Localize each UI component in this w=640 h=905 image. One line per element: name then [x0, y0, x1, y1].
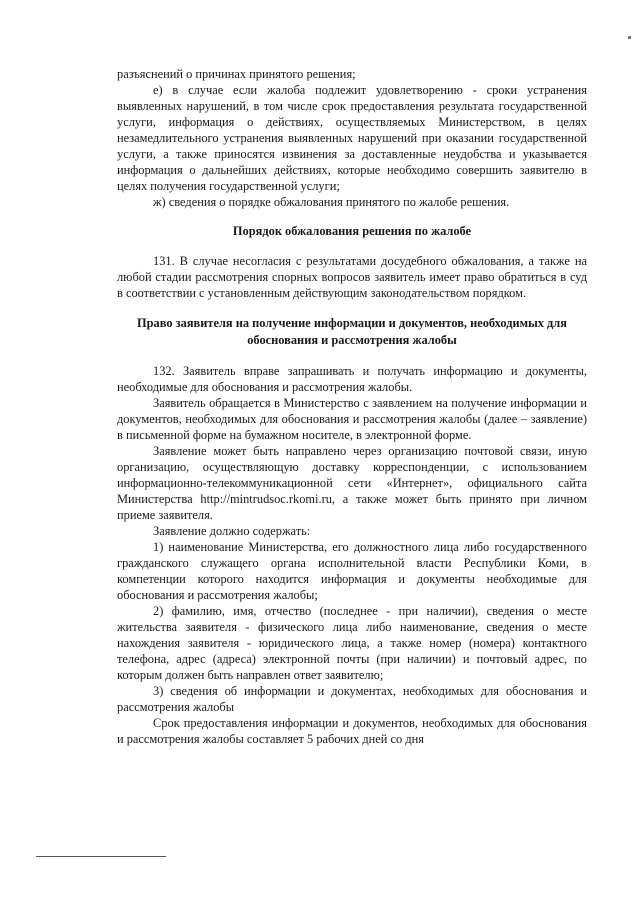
section-heading: Порядок обжалования решения по жалобе: [232, 224, 472, 238]
footnote-divider: [36, 856, 166, 857]
spacer: [117, 240, 587, 253]
paragraph: 2) фамилию, имя, отчество (последнее - при наличии), сведения о месте жительства заявителя - физического лица либо наименование, сведения о месте нахождения заявителя - юридического лица, а также номер (номера) контактного телефона, адрес (адреса) электронной почты (при наличии) и почтовый адрес, по которым должен быть направлен ответ заявителю;: [117, 604, 587, 682]
spacer: [117, 210, 587, 223]
paragraph: Срок предоставления информации и документов, необходимых для обоснования и рассмотрения жалобы составляет 5 рабочих дней со дня: [117, 716, 587, 746]
paragraph: Заявление может быть направлено через организацию почтовой связи, иную организацию, осуществляющую доставку корреспонденции, с использованием информационно-телекоммуникационной сети «Интернет», официального сайта Министерства http://mintrudsoc.rkomi.ru, а также может быть принято при личном приеме заявителя.: [117, 444, 587, 522]
paragraph: разъяснений о причинах принятого решения;: [117, 67, 356, 81]
paragraph: Заявление должно содержать:: [153, 524, 311, 538]
paragraph: 1) наименование Министерства, его должностного лица либо государственного гражданского служащего органа исполнительной власти Республики Коми, в компетенции которого находится информация и документы необходимые для обоснования и рассмотрения жалобы;: [117, 540, 587, 602]
paragraph: ж) сведения о порядке обжалования принятого по жалобе решения.: [153, 195, 510, 209]
paragraph: Заявитель обращается в Министерство с заявлением на получение информации и документов, необходимых для обоснования и рассмотрения жалобы (далее – заявление) в письменной форме на бумажном носителе, в электронной форме.: [117, 396, 587, 442]
paragraph: 131. В случае несогласия с результатами досудебного обжалования, а также на любой стадии рассмотрения спорных вопросов заявитель имеет право обратиться в суд в соответствии с установленным действующим законодательством порядком.: [117, 254, 587, 300]
paragraph: 132. Заявитель вправе запрашивать и получать информацию и документы, необходимые для обоснования и рассмотрения жалобы.: [117, 364, 587, 394]
section-heading: Право заявителя на получение информации и документов, необходимых для обоснования и рассмотрения жалобы: [137, 316, 567, 347]
spacer: [117, 301, 587, 315]
document-page: [117, 66, 587, 747]
paragraph: е) в случае если жалоба подлежит удовлетворению - сроки устранения выявленных нарушений, в том числе срок предоставления результата государственной услуги, информация о действиях, осуществляемых Министерством, в целях незамедлительного устранения выявленных нарушений при оказании государственной услуги, а также приносятся извинения за доставленные неудобства и указывается информация о дальнейших действиях, которые необходимо совершить заявителю в целях получения государственной услуги;: [117, 83, 587, 193]
spacer: [117, 349, 587, 363]
paragraph: 3) сведения об информации и документах, необходимых для обоснования и рассмотрения жалобы: [117, 684, 587, 714]
scan-mark: [628, 36, 631, 39]
